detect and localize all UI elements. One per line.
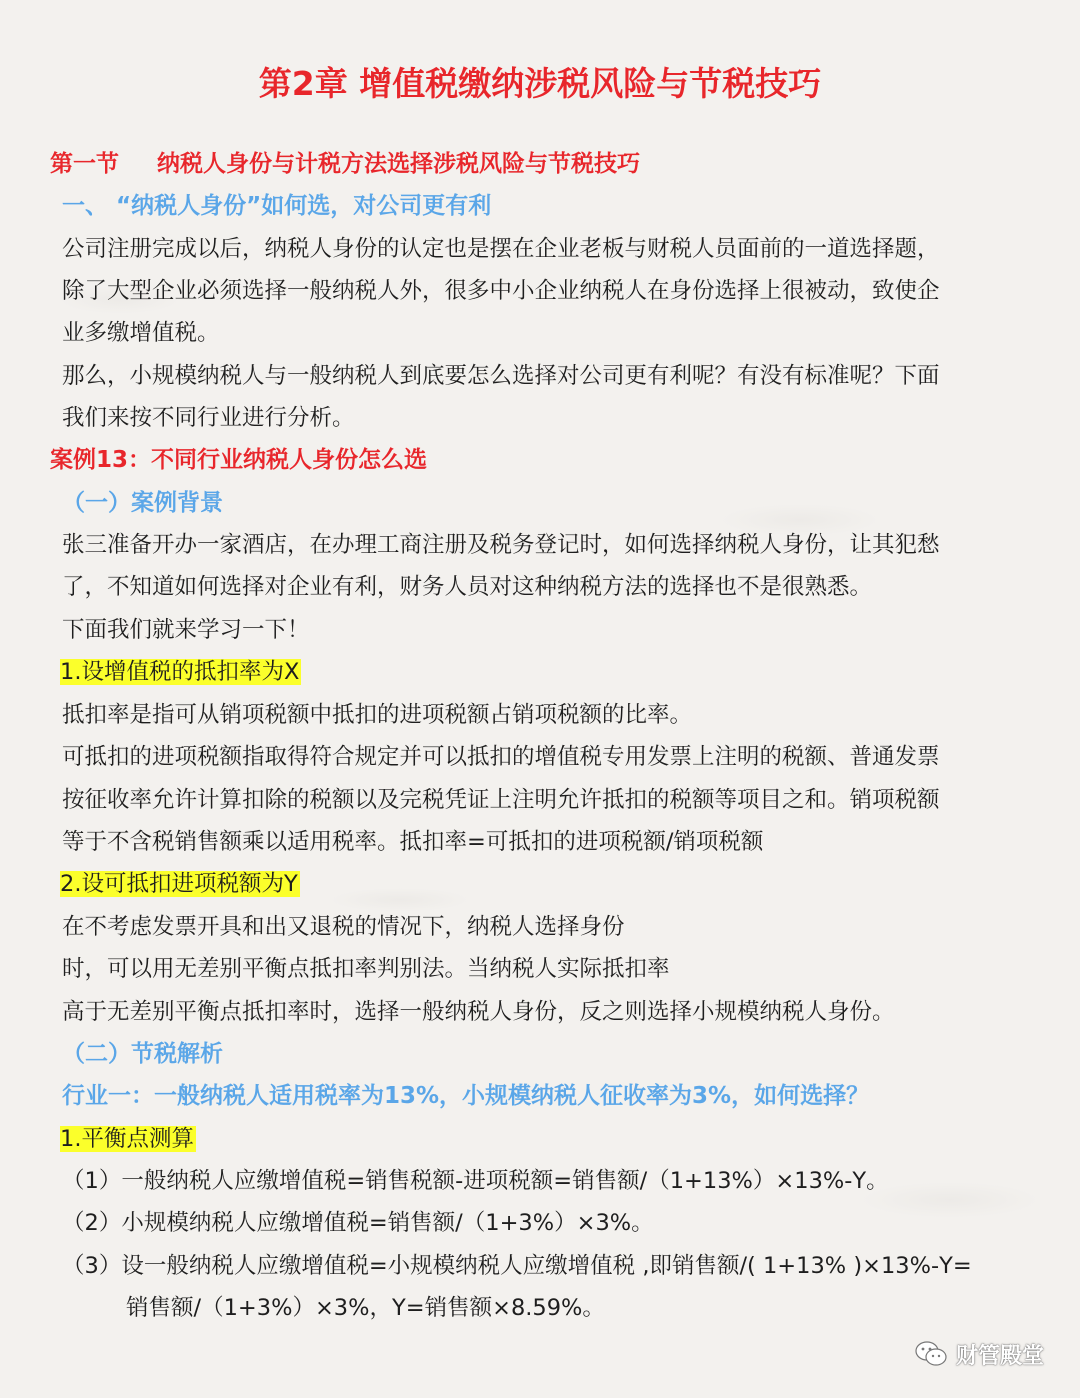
calc-line: （3）设一般纳税人应缴增值税=小规模纳税人应缴增值税 ,即销售额/( 1+13% )×13%-Y= [62, 1253, 972, 1279]
section-heading [50, 144, 640, 184]
heading-taxpayer-identity: 一、 “纳税人身份”如何选，对公司更有利 [62, 193, 492, 219]
intro-line: 业多缴增值税。 [62, 320, 220, 346]
section-title: 纳税人身份与计税方法选择涉税风险与节税技巧 [157, 151, 640, 177]
subheading-tax-analysis: （二）节税解析 [62, 1041, 223, 1067]
highlight-point-1: 1.设增值税的抵扣率为X [60, 659, 300, 685]
background-line: 了，不知道如何选择对企业有利，财务人员对这种纳税方法的选择也不是很熟悉。 [62, 574, 873, 600]
point-2-line: 高于无差别平衡点抵扣率时，选择一般纳税人身份，反之则选择小规模纳税人身份。 [62, 999, 895, 1025]
point-2-line: 在不考虑发票开具和出又退税的情况下，纳税人选择身份 [62, 914, 625, 940]
calc-line: 销售额/（1+3%）×3%，Y=销售额×8.59%。 [126, 1295, 605, 1321]
section-number: 第一节 [50, 151, 119, 177]
calc-line: （2）小规模纳税人应缴增值税=销售额/（1+3%）×3%。 [62, 1210, 654, 1236]
point-1-line: 抵扣率是指可从销项税额中抵扣的进项税额占销项税额的比率。 [62, 702, 693, 728]
point-1-line: 按征收率允许计算扣除的税额以及完税凭证上注明允许抵扣的税额等项目之和。销项税额 [62, 787, 940, 813]
intro-line: 公司注册完成以后，纳税人身份的认定也是摆在企业老板与财税人员面前的一道选择题， [62, 236, 940, 262]
point-1-line: 等于不含税销售额乘以适用税率。抵扣率=可抵扣的进项税额/销项税额 [62, 829, 764, 855]
highlight-point-3: 1.平衡点测算 [60, 1126, 194, 1152]
point-2-line: 时，可以用无差别平衡点抵扣率判别法。当纳税人实际抵扣率 [62, 956, 670, 982]
point-1-line: 可抵扣的进项税额指取得符合规定并可以抵扣的增值税专用发票上注明的税额、普通发票 [62, 744, 940, 770]
intro-line: 我们来按不同行业进行分析。 [62, 405, 355, 431]
highlight-point-2: 2.设可抵扣进项税额为Y [60, 871, 298, 897]
watermark-text: 财管殿堂 [955, 1343, 1044, 1369]
wechat-icon [914, 1340, 948, 1368]
case-title: 案例13：不同行业纳税人身份怎么选 [50, 447, 428, 473]
point-3 [60, 1119, 196, 1161]
intro-line: 那么，小规模纳税人与一般纳税人到底要怎么选择对公司更有利呢？有没有标准呢？下面 [62, 363, 940, 389]
background-line: 下面我们就来学习一下！ [62, 617, 310, 643]
intro-line: 除了大型企业必须选择一般纳税人外，很多中小企业纳税人在身份选择上很被动，致使企 [62, 278, 940, 304]
calc-line: （1）一般纳税人应缴增值税=销售税额-进项税额=销售额/（1+13%）×13%-Y。 [62, 1168, 889, 1194]
point-1 [60, 652, 301, 694]
point-2 [60, 864, 300, 906]
industry-1-heading: 行业一：一般纳税人适用税率为13%，小规模纳税人征收率为3%，如何选择？ [62, 1083, 870, 1109]
chapter-title: 第2章 增值税缴纳涉税风险与节税技巧 [258, 64, 822, 103]
background-line: 张三准备开办一家酒店，在办理工商注册及税务登记时，如何选择纳税人身份，让其犯愁 [62, 532, 940, 558]
watermark [914, 1336, 1044, 1372]
subheading-case-background: （一）案例背景 [62, 490, 223, 516]
